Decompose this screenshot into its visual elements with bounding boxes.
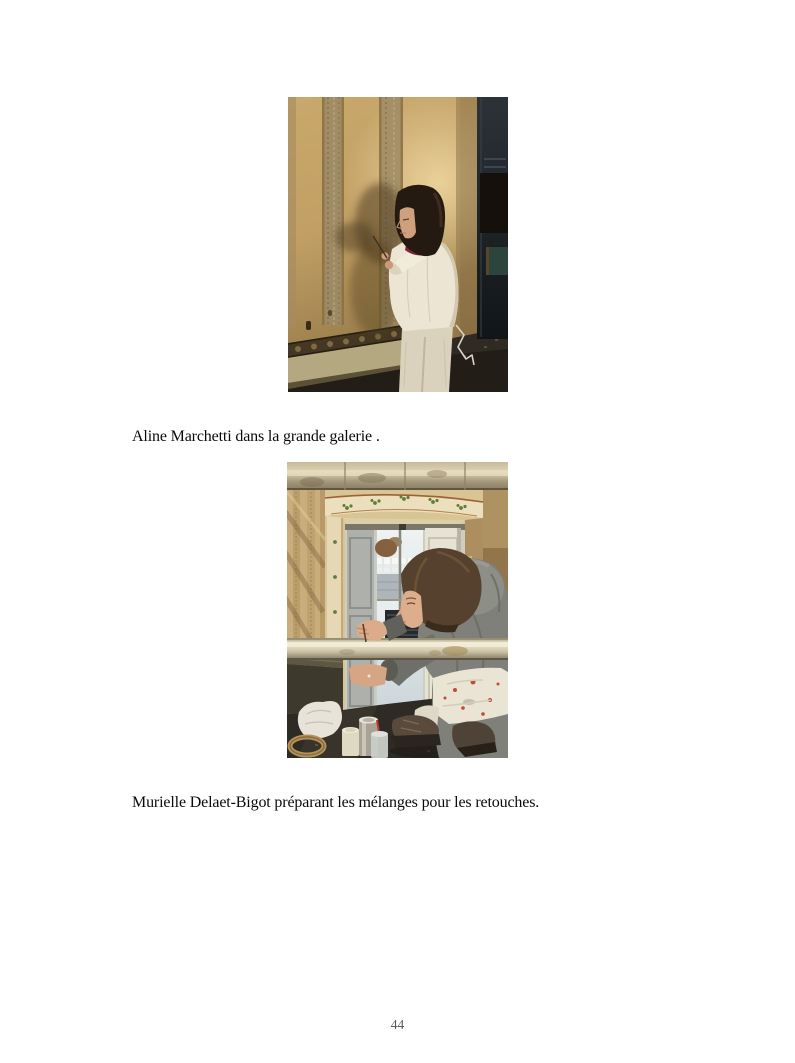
page-number: 44: [390, 1017, 405, 1032]
metal-bar: [287, 638, 508, 660]
figure-2: [287, 462, 508, 758]
photo-murielle-delaet-bigot: [287, 462, 508, 758]
metal-beam: [287, 462, 508, 490]
figure-1: [288, 97, 508, 392]
window-shutter-dark: [477, 97, 508, 339]
photo-aline-marchetti: [288, 97, 508, 392]
figure-1-caption: Aline Marchetti dans la grande galerie .: [132, 428, 380, 445]
figure-2-caption: Murielle Delaet-Bigot préparant les mélanges pour les retouches.: [132, 794, 540, 811]
